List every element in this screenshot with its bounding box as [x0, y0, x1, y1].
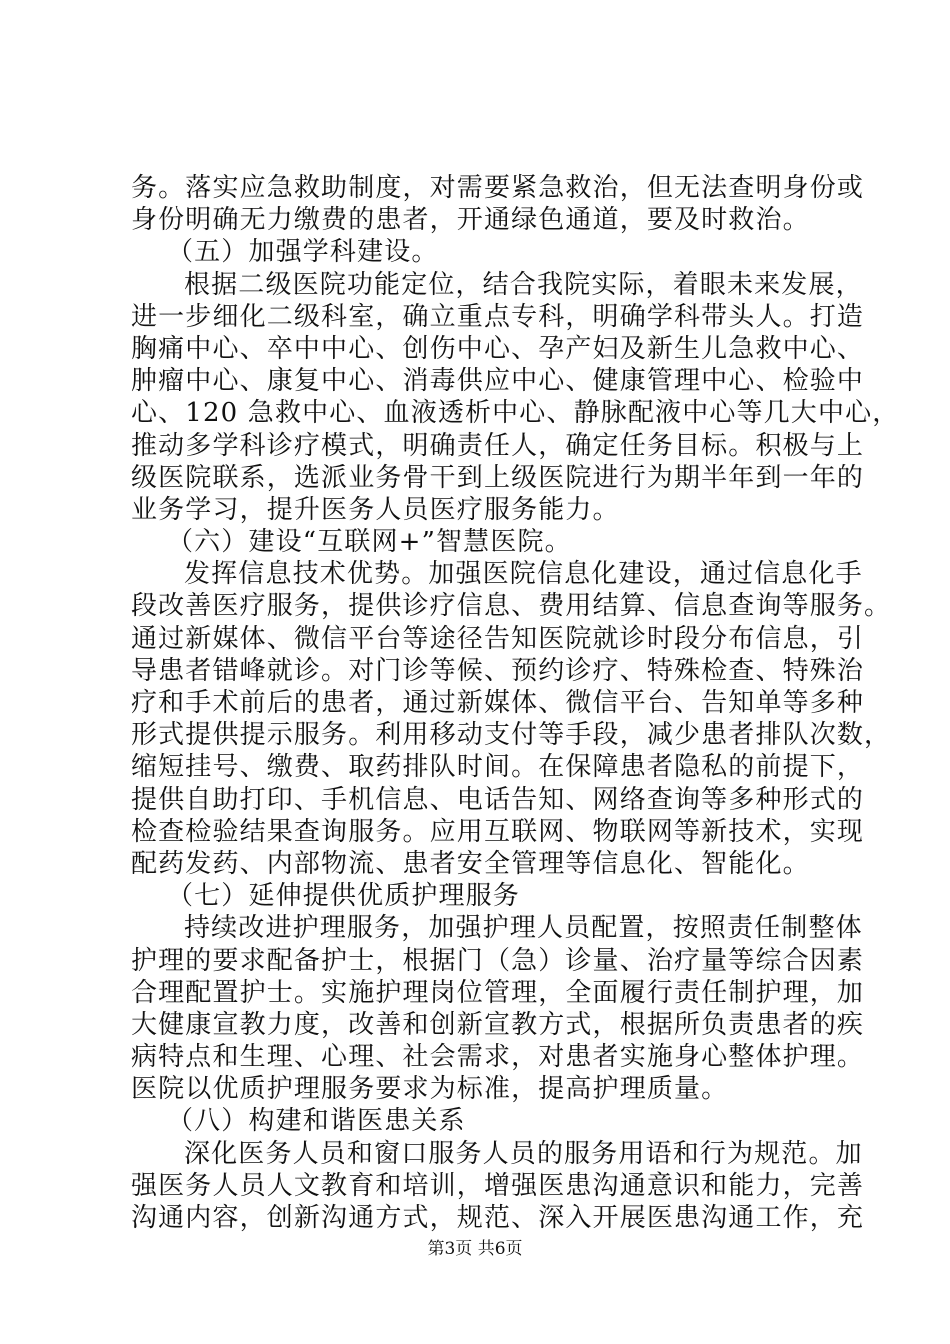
paragraph-line: 检查检验结果查询服务。应用互联网、物联网等新技术，实现 [131, 816, 865, 847]
paragraph-line: 通过新媒体、微信平台等途径告知医院就诊时段分布信息，引 [131, 623, 865, 654]
paragraph-line: 肿瘤中心、康复中心、消毒供应中心、健康管理中心、检验中 [131, 366, 865, 397]
paragraph-line: 根据二级医院功能定位，结合我院实际，着眼未来发展， [184, 269, 863, 300]
section-heading: （八）构建和谐医患关系 [167, 1106, 466, 1137]
paragraph-line: 提供自助打印、手机信息、电话告知、网络查询等多种形式的 [131, 784, 865, 815]
paragraph-line: 级医院联系，选派业务骨干到上级医院进行为期半年到一年的 [131, 462, 865, 493]
section-heading: （七）延伸提供优质护理服务 [167, 881, 520, 912]
paragraph-line: 胸痛中心、卒中中心、创伤中心、孕产妇及新生儿急救中心、 [131, 333, 865, 364]
paragraph-line: 业务学习，提升医务人员医疗服务能力。 [131, 494, 620, 525]
section-heading: （六）建设“互联网+”智慧医院。 [167, 527, 572, 558]
paragraph-line: 务。落实应急救助制度，对需要紧急救治，但无法查明身份或 [131, 173, 865, 203]
paragraph-line: 配药发药、内部物流、患者安全管理等信息化、智能化。 [131, 848, 810, 879]
paragraph-line: 医院以优质护理服务要求为标准，提高护理质量。 [131, 1074, 729, 1105]
paragraph-line: 心、120 急救中心、血液透析中心、静脉配液中心等几大中心， [131, 398, 900, 429]
paragraph-line: 疗和手术前后的患者，通过新媒体、微信平台、告知单等多种 [131, 688, 865, 718]
document-body [131, 172, 900, 1234]
paragraph-line: 推动多学科诊疗模式，明确责任人，确定任务目标。积极与上 [131, 430, 865, 461]
paragraph-line: 强医务人员人文教育和培训，增强医患沟通意识和能力，完善 [131, 1170, 865, 1201]
paragraph-line: 病特点和生理、心理、社会需求，对患者实施身心整体护理。 [131, 1042, 865, 1073]
paragraph-line: 进一步细化二级科室，确立重点专科，明确学科带头人。打造 [131, 301, 865, 332]
paragraph-line: 沟通内容，创新沟通方式，规范、深入开展医患沟通工作，充 [131, 1203, 865, 1233]
paragraph-line: 大健康宣教力度，改善和创新宣教方式，根据所负责患者的疾 [131, 1009, 865, 1040]
paragraph-line: 合理配置护士。实施护理岗位管理，全面履行责任制护理，加 [131, 977, 865, 1008]
paragraph-line: 形式提供提示服务。利用移动支付等手段，减少患者排队次数， [131, 720, 892, 751]
page-number-footer: 第3页 共6页 [427, 1239, 523, 1259]
paragraph-line: 段改善医疗服务，提供诊疗信息、费用结算、信息查询等服务。 [131, 591, 892, 622]
paragraph-line: 缩短挂号、缴费、取药排队时间。在保障患者隐私的前提下， [131, 752, 865, 783]
paragraph-line: 身份明确无力缴费的患者，开通绿色通道，要及时救治。 [131, 205, 810, 236]
section-heading: （五）加强学科建设。 [167, 237, 439, 268]
paragraph-line: 持续改进护理服务，加强护理人员配置，按照责任制整体 [184, 913, 863, 944]
paragraph-line: 深化医务人员和窗口服务人员的服务用语和行为规范。加 [184, 1138, 863, 1169]
paragraph-line: 发挥信息技术优势。加强医院信息化建设，通过信息化手 [184, 559, 863, 590]
paragraph-line: 护理的要求配备护士，根据门（急）诊量、治疗量等综合因素 [131, 945, 865, 976]
paragraph-line: 导患者错峰就诊。对门诊等候、预约诊疗、特殊检查、特殊治 [131, 655, 865, 686]
